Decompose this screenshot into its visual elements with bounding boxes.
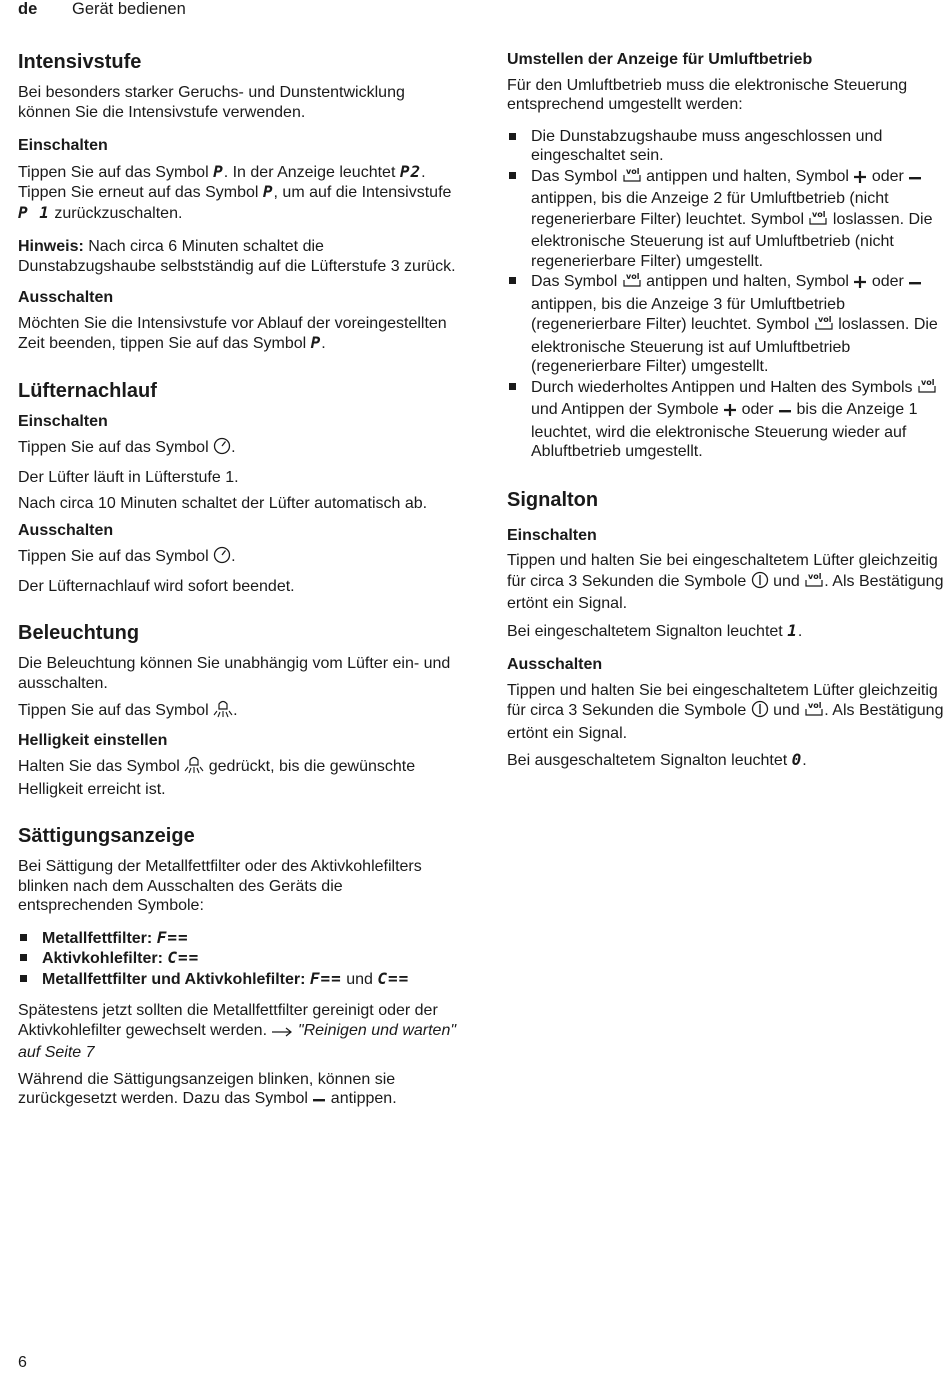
umluft-list — [507, 127, 947, 462]
signalton-off-text: Tippen und halten Sie bei eingeschaltetem Lüfter gleichzeitig für circa 3 Sekunden die Symbole und vol . Als Bestätigung ertönt ein Signal. — [507, 681, 944, 742]
saettigung-p3: Während die Sättigungsanzeigen blinken, können sie zurückgesetzt werden. Dazu das Symbol antippen. — [18, 1070, 458, 1112]
nachlauf-heading: Lüfternachlauf — [18, 379, 157, 402]
list-item: Aktivkohlefilter: C== — [18, 948, 458, 969]
intensiv-intro: Bei besonders starker Geruchs- und Dunstentwicklung können Sie die Intensivstufe verwenden. — [18, 84, 405, 121]
vol-icon — [808, 209, 828, 233]
display-f-saturation: F== — [156, 927, 189, 947]
svg-text:vol: vol — [808, 571, 822, 581]
beleuchtung-p2: Tippen Sie auf das Symbol . — [18, 700, 458, 724]
nachlauf-p2: Der Lüfter läuft in Lüfterstufe 1. — [18, 468, 239, 486]
list-item: Metallfettfilter: F== — [18, 928, 458, 949]
list-item: Die Dunstabzugshaube muss angeschlossen und eingeschaltet sein. — [507, 127, 947, 166]
signalton-on-p2: Bei eingeschaltetem Signalton leuchtet 1. — [507, 620, 803, 640]
list-item: Das Symbol vol antippen und halten, Symbol oder antippen, bis die Anzeige 3 für Umluftbetrieb (regenerierbare Filter) leuchtet. Symbol vol loslassen. Die elektronische Steuerung ist auf Umluftbetrieb (regenerierbare Filter) umgestellt. — [507, 271, 947, 377]
svg-text:vol: vol — [625, 272, 640, 281]
cross-reference-link[interactable]: "Reinigen und warten" auf Seite 7 — [18, 1021, 457, 1061]
minus-icon — [908, 170, 922, 190]
light-icon — [213, 700, 233, 724]
header-title: Gerät bedienen — [72, 0, 186, 18]
display-c-saturation: C== — [377, 968, 410, 988]
list-item: Das Symbol vol antippen und halten, Symbol oder antippen, bis die Anzeige 2 für Umluftbetrieb (nicht regenerierbare Filter) leuchtet. Symbol vol loslassen. Die elektronische Steuerung ist auf Umluftbetrieb (nicht regenerierbare Filter) umgestellt. — [507, 166, 947, 272]
signalton-on-heading: Einschalten — [507, 526, 597, 544]
left-column — [18, 50, 458, 1119]
page-header — [18, 0, 186, 22]
nachlauf-off-heading: Ausschalten — [18, 521, 114, 539]
nachlauf-on-heading: Einschalten — [18, 412, 108, 430]
svg-text:vol: vol — [812, 209, 826, 219]
svg-text:vol: vol — [817, 315, 832, 324]
power-icon — [751, 571, 769, 595]
plus-icon — [853, 275, 867, 295]
nachlauf-off-text: Tippen Sie auf das Symbol . — [18, 546, 458, 570]
saettigung-list — [18, 928, 458, 990]
intensiv-on-heading: Einschalten — [18, 137, 108, 154]
list-item: Durch wiederholtes Antippen und Halten des Symbols vol und Antippen der Symbole oder bis die Anzeige 1 leuchtet, wird die elektronische Steuerung wieder auf Abluftbetrieb umgestellt. — [507, 377, 947, 462]
plus-icon — [723, 403, 737, 423]
display-one: 1 — [787, 620, 798, 640]
intensiv-hint: Hinweis: Nach circa 6 Minuten schaltet die Dunstabzugshaube selbstständig auf die Lüfterstufe 3 zurück. — [18, 238, 456, 275]
vol-icon — [804, 571, 824, 595]
beleuchtung-p1: Die Beleuchtung können Sie unabhängig vom Lüfter ein- und ausschalten. — [18, 655, 451, 692]
language-code: de — [18, 0, 38, 18]
signalton-off-heading: Ausschalten — [507, 656, 603, 673]
helligkeit-text: Halten Sie das Symbol gedrückt, bis die gewünschte Helligkeit erreicht ist. — [18, 758, 416, 798]
display-f-saturation: F== — [309, 968, 342, 988]
minus-icon — [908, 275, 922, 295]
nachlauf-p3: Nach circa 10 Minuten schaltet der Lüfter automatisch ab. — [18, 495, 428, 512]
light-icon — [184, 756, 204, 780]
intensiv-off-heading: Ausschalten — [18, 289, 114, 306]
svg-text:vol: vol — [808, 701, 822, 710]
signalton-heading: Signalton — [507, 488, 599, 511]
signalton-on-text: Tippen und halten Sie bei eingeschaltetem Lüfter gleichzeitig für circa 3 Sekunden die Symbole und vol . Als Bestätigung ertönt ein Signal. — [507, 552, 944, 612]
svg-text:vol: vol — [625, 166, 640, 176]
timer-icon — [213, 546, 231, 570]
display-zero: 0 — [791, 750, 803, 769]
vol-icon — [622, 271, 642, 295]
beleuchtung-heading: Beleuchtung — [18, 622, 140, 644]
helligkeit-heading: Helligkeit einstellen — [18, 731, 168, 749]
saettigung-intro: Bei Sättigung der Metallfettfilter oder des Aktivkohlefilters blinken nach dem Ausschalten des Geräts die entsprechenden Symbole: — [18, 858, 422, 914]
umluft-heading: Umstellen der Anzeige für Umluftbetrieb — [507, 51, 813, 68]
display-c-saturation: C== — [167, 948, 200, 967]
power-icon — [751, 700, 769, 724]
hint-label: Hinweis: — [18, 238, 84, 255]
svg-text:vol: vol — [921, 377, 935, 387]
intensiv-on-text: Tippen Sie auf das Symbol P. In der Anzeige leuchtet P2. Tippen Sie erneut auf das Symbol P, um auf die Intensivstufe P 1 zurückzuschalten. — [18, 161, 452, 222]
umluft-intro: Für den Umluftbetrieb muss die elektronische Steuerung entsprechend umgestellt werden: — [507, 76, 908, 113]
timer-icon — [213, 437, 231, 461]
display-p: P — [213, 161, 224, 181]
saettigung-heading: Sättigungsanzeige — [18, 825, 195, 847]
nachlauf-off-p2: Der Lüfternachlauf wird sofort beendet. — [18, 577, 295, 595]
plus-icon — [853, 170, 867, 190]
arrow-right-icon — [271, 1024, 293, 1044]
vol-icon — [814, 314, 834, 338]
nachlauf-on-text: Tippen Sie auf das Symbol . — [18, 437, 458, 461]
vol-icon — [917, 377, 937, 401]
display-p: P — [310, 333, 322, 352]
saettigung-p2: Spätestens jetzt sollten die Metallfettfilter gereinigt oder der Aktivkohlefilter gewechselt werden. "Reinigen und warten" auf Seite 7 — [18, 1002, 457, 1061]
signalton-off-p2: Bei ausgeschaltetem Signalton leuchtet 0. — [507, 750, 807, 769]
display-p1: P 1 — [18, 202, 50, 222]
intensiv-heading: Intensivstufe — [18, 51, 142, 73]
minus-icon — [778, 403, 792, 423]
right-column — [507, 50, 947, 778]
page-number: 6 — [18, 1354, 27, 1371]
display-p2: P2 — [399, 161, 422, 181]
list-item: Metallfettfilter und Aktivkohlefilter: F== und C== — [18, 969, 458, 990]
minus-icon — [312, 1092, 326, 1112]
display-p: P — [262, 182, 274, 201]
vol-icon — [804, 700, 824, 724]
vol-icon — [622, 166, 642, 190]
intensiv-off-text: Möchten Sie die Intensivstufe vor Ablauf der voreingestellten Zeit beenden, tippen Sie auf das Symbol P. — [18, 314, 447, 352]
